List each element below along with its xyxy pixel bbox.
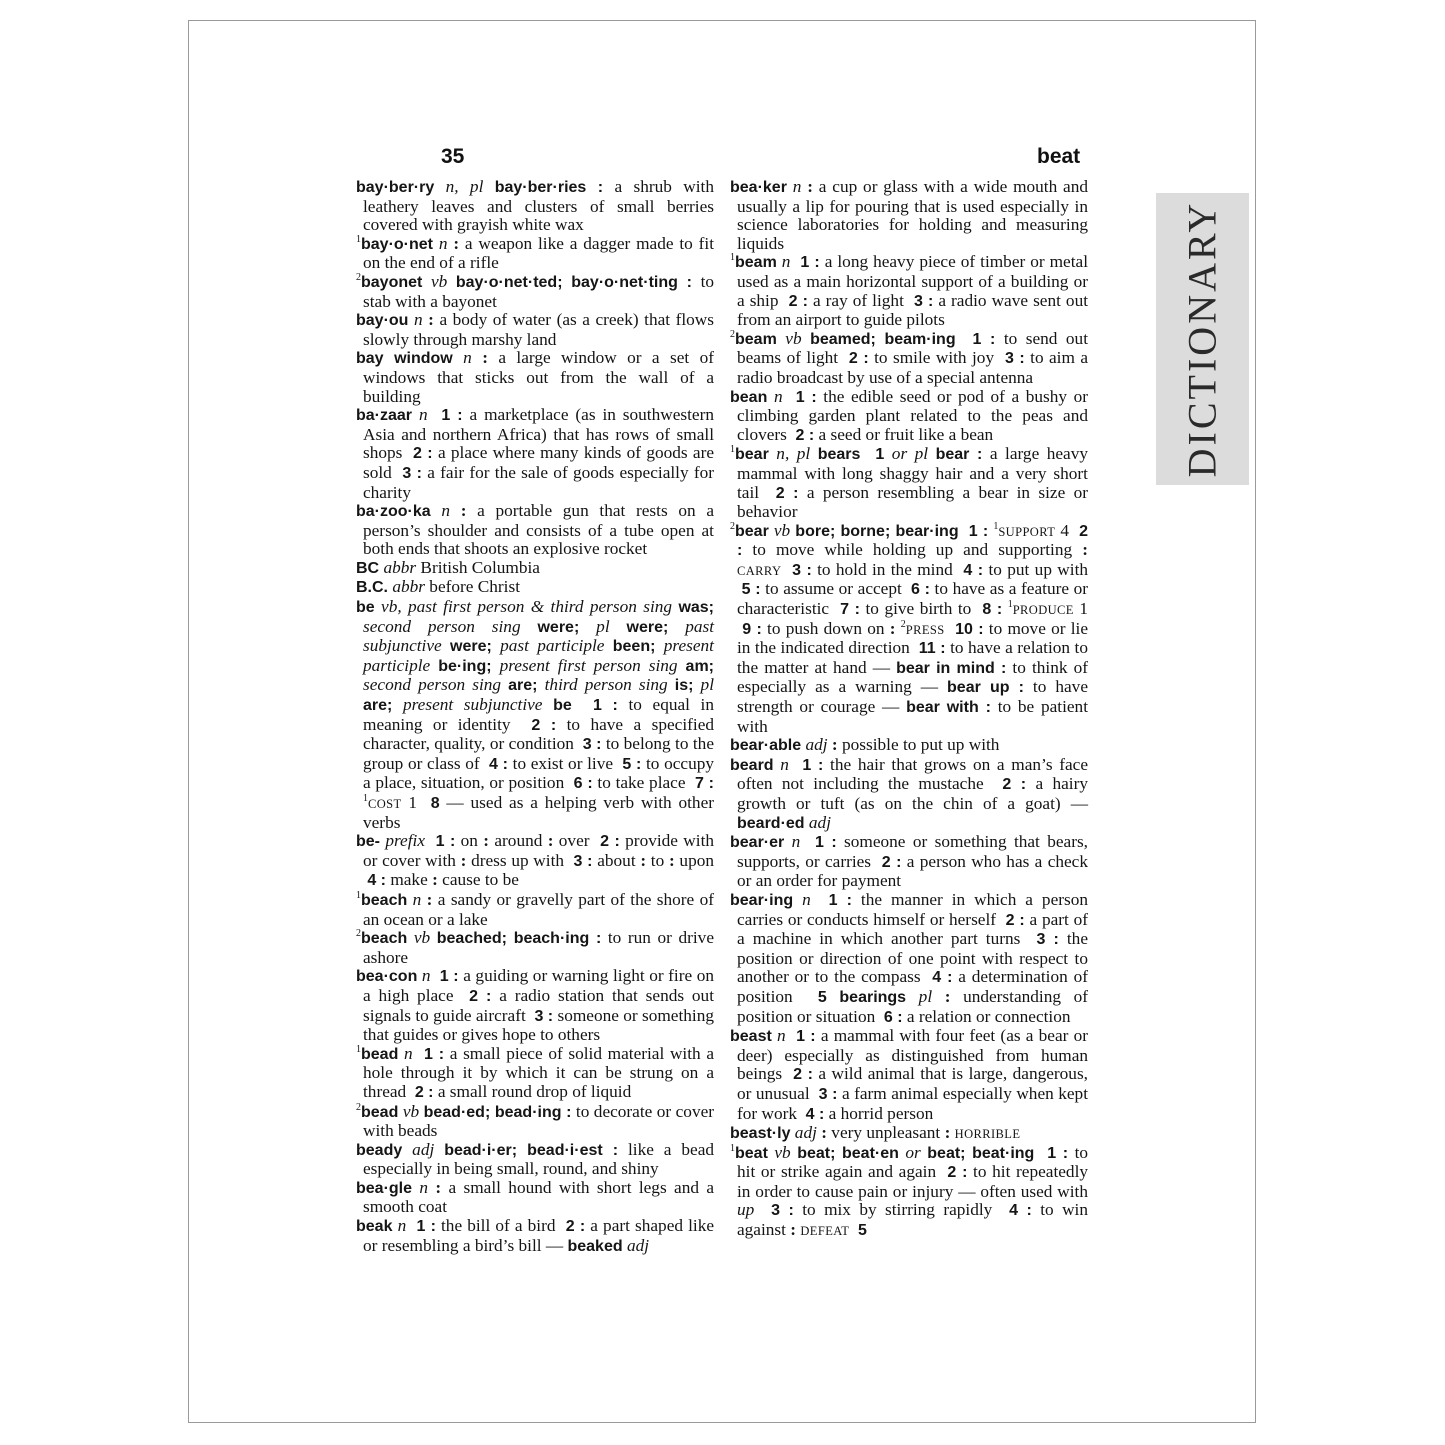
dictionary-entry: be vb, past first person & third person sing was; second person sing were; pl were; past subjunctive were; past participle been; present participle be·ing; present first person sing am; second person sing are; third person sing is; pl are; present subjunctive be 1 : to equal in meaning or identity 2 : to have a specified character, quality, or condition 3 : to belong to the group or class of 4 : to exist or live 5 : to occupy a place, situation, or position 6 : to take place 7 : $^1$COST 1 8 — used as a helping verb with other verbs xyxy=(356,597,715,832)
dictionary-entry: bea·gle n : a small hound with short legs and a smooth coat xyxy=(356,1177,714,1217)
dictionary-entry: beak n 1 : the bill of a bird 2 : a part shaped like or resembling a bird’s bill — beaked adj xyxy=(356,1216,715,1255)
dictionary-page xyxy=(188,20,1256,1423)
dictionary-entry: bay·ber·ry n, pl bay·ber·ries : a shrub with leathery leaves and clusters of small berries covered with grayish white wax xyxy=(356,177,714,235)
page-number: 35 xyxy=(441,145,465,168)
dictionary-entry: beast·ly adj : very unpleasant : HORRIBLE xyxy=(730,1123,1021,1143)
dictionary-entry: bear·able adj : possible to put up with xyxy=(730,735,1000,755)
guide-word: beat xyxy=(1037,145,1081,168)
dictionary-entry: $^2$bear vb bore; borne; bear·ing 1 : $^1$SUPPORT 4 2 : to move while holding up and supporting : CARRY 3 : to hold in the mind 4 : to put up with 5 : to assume or accept 6 : to have as a feature or characteristic 7 : to give birth to 8 : $^1$PRODUCE 1 9 : to push down on : $^2$PRESS 10 : to move or lie in the indicated direction 11 : to have a relation to the matter at hand — bear in mind : to think of especially as a warning — bear up : to have strength or courage — bear with : to be patient with xyxy=(730,520,1089,736)
dictionary-entry: $^1$bear n, pl bears 1 or pl bear : a large heavy mammal with long shaggy hair and a very short tail 2 : a person resembling a bear in size or behavior xyxy=(730,444,1089,522)
dictionary-entry: bear·er n 1 : someone or something that bears, supports, or carries 2 : a person who has a check or an order for payment xyxy=(730,832,1089,891)
dictionary-entry: $^1$beam n 1 : a long heavy piece of timber or metal used as a main horizontal support of a building or a ship 2 : a ray of light 3 : a radio wave sent out from an airport to guide pilots xyxy=(730,252,1089,330)
dictionary-entry: B.C. abbr before Christ xyxy=(356,577,521,597)
dictionary-entry: $^1$beach n : a sandy or gravelly part of the shore of an ocean or a lake xyxy=(356,889,714,929)
left-column xyxy=(356,178,714,1256)
dictionary-entry: bea·con n 1 : a guiding or warning light or fire on a high place 2 : a radio station that sends out signals to guide aircraft 3 : someone or something that guides or gives hope to others xyxy=(356,966,715,1045)
dictionary-entry: bay·ou n : a body of water (as a creek) that flows slowly through marshy land xyxy=(356,310,714,349)
dictionary-entry: beady adj bead·i·er; bead·i·est : like a bead especially in being small, round, and shiny xyxy=(356,1139,715,1179)
dictionary-entry: $^2$beam vb beamed; beam·ing 1 : to send out beams of light 2 : to smile with joy 3 : to aim a radio broadcast by use of a special antenna xyxy=(730,328,1089,387)
right-column xyxy=(730,178,1088,1241)
dictionary-entry: be- prefix 1 : on : around : over 2 : provide with or cover with : dress up with 3 : about : to : upon 4 : make : cause to be xyxy=(356,831,715,890)
dictionary-entry: beast n 1 : a mammal with four feet (as a bear or deer) especially as distinguished from human beings 2 : a wild animal that is large, dangerous, or unusual 3 : a farm animal especially when kept for work 4 : a horrid person xyxy=(730,1026,1089,1123)
section-tab xyxy=(1156,193,1249,485)
dictionary-entry: bean n 1 : the edible seed or pod of a bushy or climbing garden plant related to the peas and clovers 2 : a seed or fruit like a bean xyxy=(730,386,1089,444)
dictionary-entry: $^2$bead vb bead·ed; bead·ing : to decorate or cover with beads xyxy=(356,1101,715,1141)
dictionary-entry: bay window n : a large window or a set of windows that sticks out from the wall of a building xyxy=(356,348,714,406)
dictionary-entry: $^1$beat vb beat; beat·en or beat; beat·ing 1 : to hit or strike again and again 2 : to hit repeatedly in order to cause pain or injury — often used with up 3 : to mix by stirring rapidly 4 : to win against : DEFEAT 5 xyxy=(730,1142,1089,1240)
dictionary-entry: beard n 1 : the hair that grows on a man’s face often not including the mustache 2 : a hairy growth or tuft (as on the chin of a goat) — beard·ed adj xyxy=(730,754,1089,832)
dictionary-entry: BC abbr British Columbia xyxy=(356,557,540,577)
dictionary-entry: ba·zoo·ka n : a portable gun that rests on a person’s shoulder and consists of a tube open at both ends that shoots an explosive rocket xyxy=(356,501,714,559)
dictionary-entry: $^2$beach vb beached; beach·ing : to run or drive ashore xyxy=(356,928,714,967)
section-tab-label: DICTIONARY xyxy=(1179,200,1225,478)
dictionary-entry: bear·ing n 1 : the manner in which a person carries or conducts himself or herself 2 : a part of a machine in which another part turns 3 : the position or direction of one point with respect to another or to the compass 4 : a determination of position 5 bearings pl : understanding of position or situation 6 : a relation or connection xyxy=(730,889,1088,1026)
dictionary-entry: $^1$bead n 1 : a small piece of solid material with a hole through it by which it can be strung on a thread 2 : a small round drop of liquid xyxy=(356,1043,715,1101)
dictionary-entry: $^1$bay·o·net n : a weapon like a dagger made to fit on the end of a rifle xyxy=(356,233,714,273)
dictionary-entry: bea·ker n : a cup or glass with a wide mouth and usually a lip for pouring that is used especially in science laboratories for holding and measuring liquids xyxy=(730,177,1088,253)
dictionary-entry: $^2$bayonet vb bay·o·net·ted; bay·o·net·ting : to stab with a bayonet xyxy=(356,271,715,311)
dictionary-entry: ba·zaar n 1 : a marketplace (as in southwestern Asia and northern Africa) that has rows of small shops 2 : a place where many kinds of goods are sold 3 : a fair for the sale of goods especially for charity xyxy=(356,405,715,502)
